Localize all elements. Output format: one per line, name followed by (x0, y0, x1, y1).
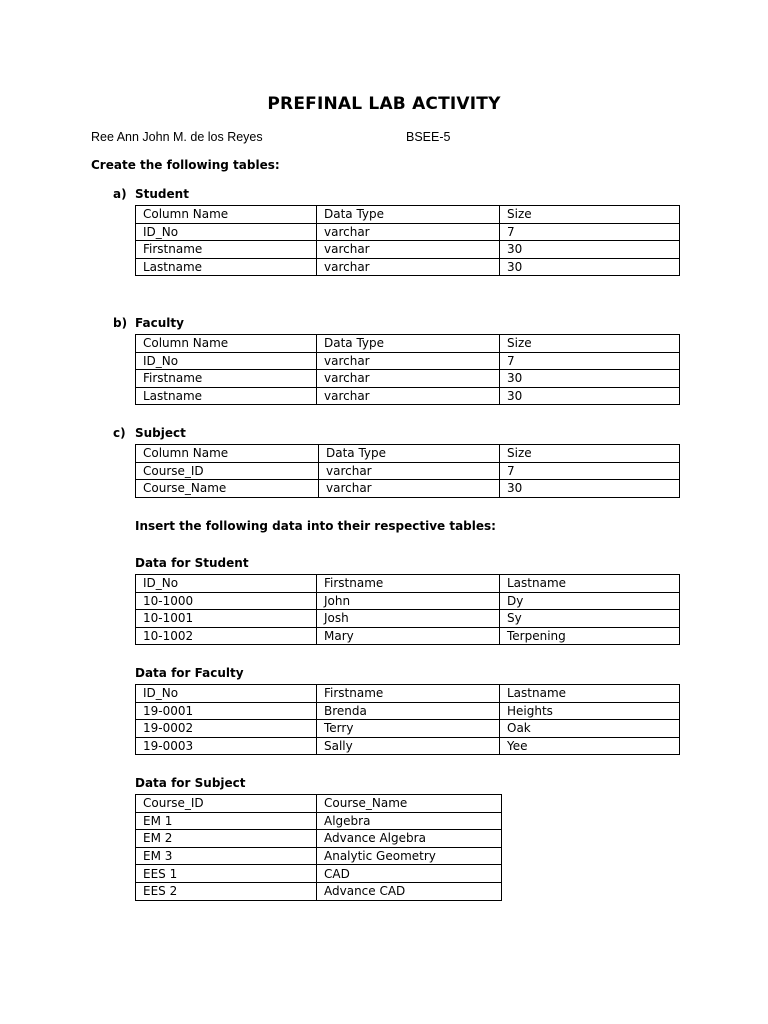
table-row (136, 830, 502, 848)
faculty-schema-table (135, 334, 680, 405)
table-cell: Lastname (136, 387, 317, 405)
table-cell: ID_No (136, 352, 317, 370)
table-row (136, 480, 680, 498)
table-cell: Sy (500, 610, 680, 628)
table-cell: varchar (319, 480, 500, 498)
table-cell: Heights (500, 702, 680, 720)
table-cell: Firstname (136, 241, 317, 259)
header-cell: Data Type (317, 206, 500, 224)
list-marker-student: a) (113, 187, 127, 201)
table-cell: Course_Name (136, 480, 319, 498)
table-row (136, 610, 680, 628)
header-cell: Data Type (319, 445, 500, 463)
table-cell: 30 (500, 370, 680, 388)
header-cell: Column Name (136, 206, 317, 224)
schema-label-subject: Subject (135, 426, 186, 440)
table-cell: Mary (317, 627, 500, 645)
table-cell: 30 (500, 387, 680, 405)
data-label-student: Data for Student (135, 556, 249, 570)
table-cell: varchar (317, 223, 500, 241)
table-cell: Terpening (500, 627, 680, 645)
header-cell: Column Name (136, 445, 319, 463)
table-cell: varchar (317, 241, 500, 259)
table-cell: ID_No (136, 223, 317, 241)
data-label-subject: Data for Subject (135, 776, 246, 790)
table-row (136, 258, 680, 276)
table-cell: varchar (317, 370, 500, 388)
header-cell: ID_No (136, 685, 317, 703)
faculty-data-table (135, 684, 680, 755)
schema-label-student: Student (135, 187, 189, 201)
author-name: Ree Ann John M. de los Reyes (91, 130, 263, 144)
table-cell: Course_ID (136, 462, 319, 480)
table-row (136, 737, 680, 755)
table-cell: Brenda (317, 702, 500, 720)
list-marker-faculty: b) (113, 316, 128, 330)
table-cell: Dy (500, 592, 680, 610)
table-cell: EM 2 (136, 830, 317, 848)
table-cell: Advance Algebra (317, 830, 502, 848)
table-cell: Terry (317, 720, 500, 738)
table-cell: 19-0002 (136, 720, 317, 738)
table-cell: 10-1000 (136, 592, 317, 610)
table-cell: 7 (500, 462, 680, 480)
table-cell: Lastname (136, 258, 317, 276)
table-cell: varchar (317, 387, 500, 405)
table-header-row (136, 795, 502, 813)
table-header-row (136, 335, 680, 353)
table-cell: 10-1001 (136, 610, 317, 628)
schema-label-faculty: Faculty (135, 316, 184, 330)
table-header-row (136, 445, 680, 463)
data-label-faculty: Data for Faculty (135, 666, 244, 680)
table-row (136, 592, 680, 610)
table-cell: Sally (317, 737, 500, 755)
table-cell: Algebra (317, 812, 502, 830)
table-cell: Advance CAD (317, 882, 502, 900)
table-row (136, 352, 680, 370)
table-cell: 7 (500, 223, 680, 241)
create-instruction: Create the following tables: (91, 158, 280, 172)
header-cell: Size (500, 335, 680, 353)
header-cell: Lastname (500, 685, 680, 703)
table-cell: EM 3 (136, 847, 317, 865)
list-marker-subject: c) (113, 426, 126, 440)
table-cell: 19-0003 (136, 737, 317, 755)
header-cell: Column Name (136, 335, 317, 353)
table-cell: 30 (500, 241, 680, 259)
table-row (136, 847, 502, 865)
table-header-row (136, 575, 680, 593)
table-row (136, 223, 680, 241)
insert-instruction: Insert the following data into their respective tables: (135, 519, 496, 533)
table-cell: varchar (319, 462, 500, 480)
subject-schema-table (135, 444, 680, 498)
header-cell: ID_No (136, 575, 317, 593)
header-cell: Course_ID (136, 795, 317, 813)
table-cell: varchar (317, 352, 500, 370)
header-cell: Size (500, 206, 680, 224)
table-row (136, 882, 502, 900)
student-schema-table (135, 205, 680, 276)
table-header-row (136, 685, 680, 703)
table-row (136, 370, 680, 388)
table-cell: Analytic Geometry (317, 847, 502, 865)
table-header-row (136, 206, 680, 224)
table-row (136, 462, 680, 480)
header-cell: Firstname (317, 685, 500, 703)
table-row (136, 865, 502, 883)
header-cell: Firstname (317, 575, 500, 593)
table-cell: EM 1 (136, 812, 317, 830)
table-cell: Oak (500, 720, 680, 738)
table-row (136, 387, 680, 405)
table-cell: Firstname (136, 370, 317, 388)
table-cell: 30 (500, 258, 680, 276)
table-cell: Yee (500, 737, 680, 755)
student-data-table (135, 574, 680, 645)
table-cell: EES 1 (136, 865, 317, 883)
table-cell: John (317, 592, 500, 610)
table-row (136, 812, 502, 830)
table-row (136, 627, 680, 645)
header-cell: Data Type (317, 335, 500, 353)
table-cell: 7 (500, 352, 680, 370)
header-cell: Lastname (500, 575, 680, 593)
page-title: PREFINAL LAB ACTIVITY (267, 94, 501, 114)
table-row (136, 702, 680, 720)
course-section: BSEE-5 (406, 130, 451, 144)
header-cell: Size (500, 445, 680, 463)
table-cell: Josh (317, 610, 500, 628)
table-row (136, 720, 680, 738)
table-cell: varchar (317, 258, 500, 276)
table-cell: 30 (500, 480, 680, 498)
subject-data-table (135, 794, 502, 901)
table-cell: CAD (317, 865, 502, 883)
table-cell: 19-0001 (136, 702, 317, 720)
header-cell: Course_Name (317, 795, 502, 813)
table-cell: 10-1002 (136, 627, 317, 645)
table-cell: EES 2 (136, 882, 317, 900)
table-row (136, 241, 680, 259)
